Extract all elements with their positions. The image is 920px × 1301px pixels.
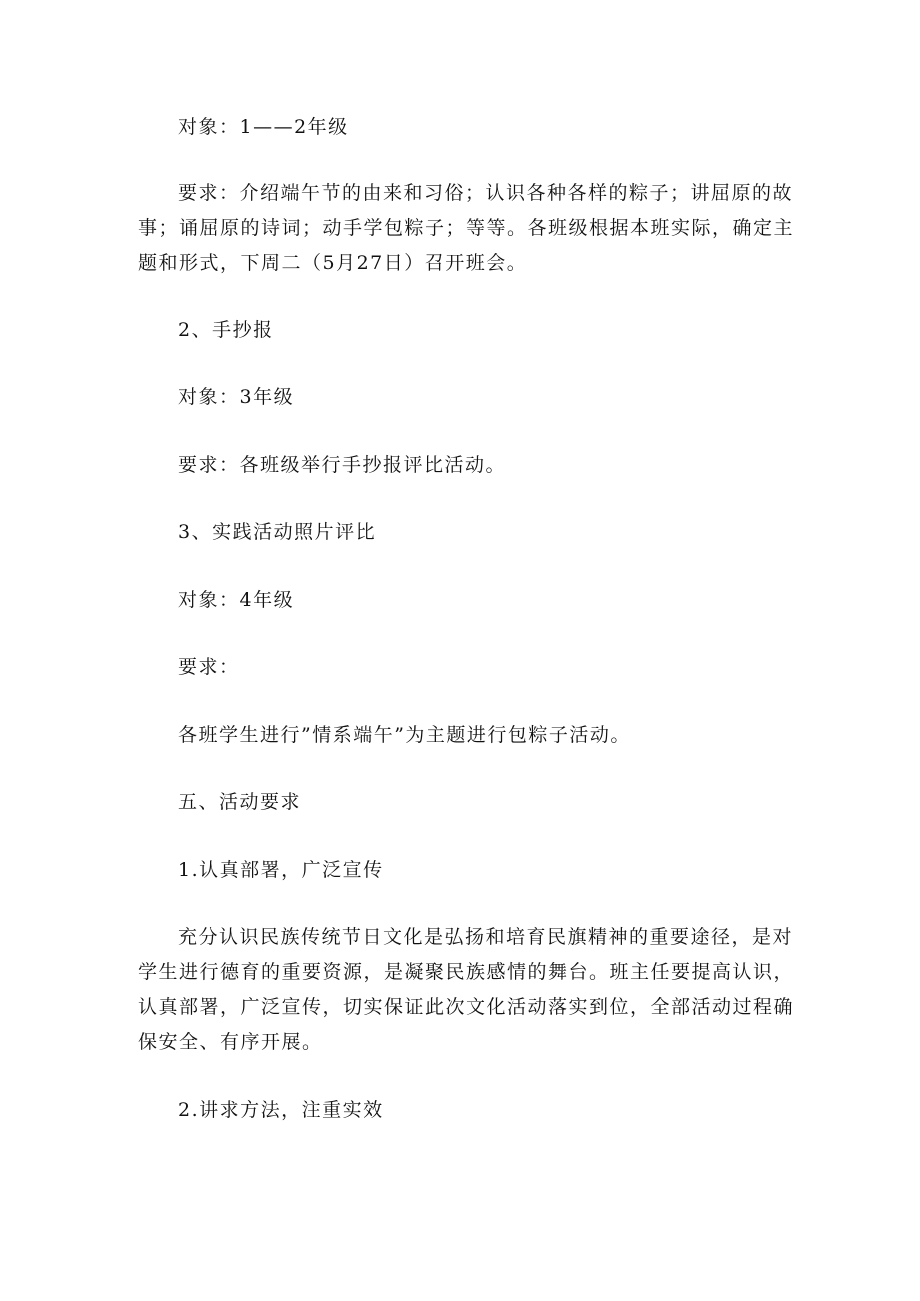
target-grade-1-2: 对象：1——2年级 bbox=[178, 116, 349, 138]
target-grade-3: 对象：3年级 bbox=[178, 386, 295, 408]
requirement-line-3: 题和形式，下周二（5月27日）召开班会。 bbox=[138, 252, 528, 274]
paragraph-line-4: 保安全、有序开展。 bbox=[138, 1031, 323, 1053]
requirement-line-2: 事；诵屈原的诗词；动手学包粽子；等等。各班级根据本班实际，确定主 bbox=[138, 217, 795, 239]
paragraph-line-2: 学生进行德育的重要资源，是凝聚民族感情的舞台。班主任要提高认识， bbox=[138, 961, 795, 983]
section-activity-requirements: 五、活动要求 bbox=[178, 791, 302, 813]
requirement-newspaper: 要求：各班级举行手抄报评比活动。 bbox=[178, 454, 507, 476]
requirement-label: 要求： bbox=[178, 656, 240, 678]
section-handwritten-newspaper: 2、手抄报 bbox=[178, 319, 274, 341]
requirement-zongzi-activity: 各班学生进行”情系端午”为主题进行包粽子活动。 bbox=[178, 724, 631, 746]
requirement-line-1: 要求：介绍端午节的由来和习俗；认识各种各样的粽子；讲屈原的故 bbox=[178, 182, 794, 204]
paragraph-line-1: 充分认识民族传统节日文化是弘扬和培育民旗精神的重要途径，是对 bbox=[178, 926, 794, 948]
subsection-methods-effectiveness: 2.讲求方法，注重实效 bbox=[178, 1099, 384, 1121]
section-photo-contest: 3、实践活动照片评比 bbox=[178, 521, 377, 543]
subsection-deploy-publicize: 1.认真部署，广泛宣传 bbox=[178, 859, 384, 881]
paragraph-line-3: 认真部署，广泛宣传，切实保证此次文化活动落实到位，全部活动过程确 bbox=[138, 996, 795, 1018]
target-grade-4: 对象：4年级 bbox=[178, 589, 295, 611]
